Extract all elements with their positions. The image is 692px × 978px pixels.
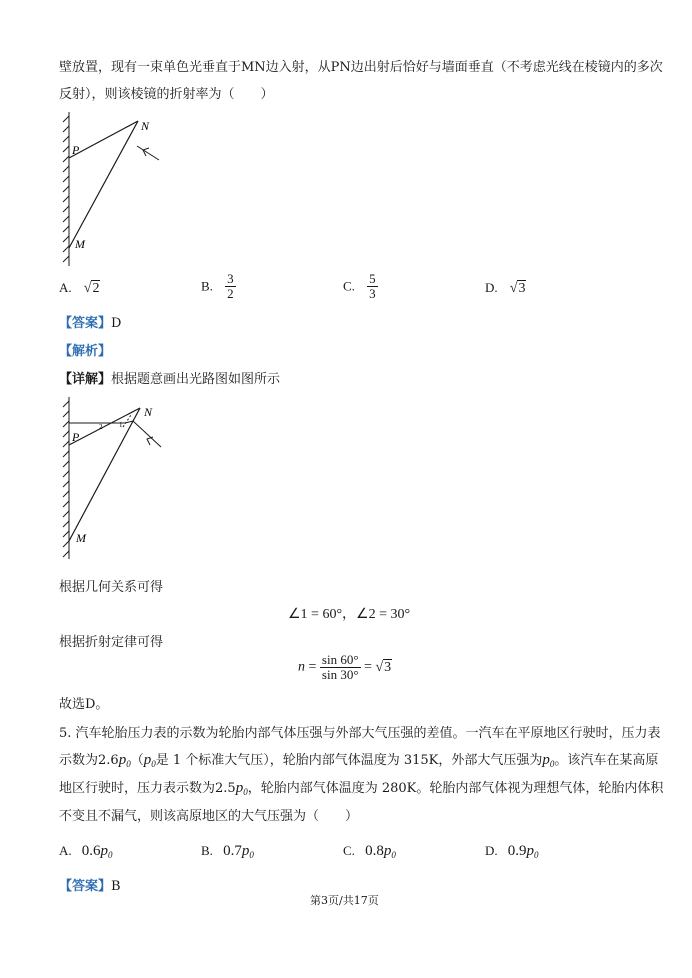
refraction-radicand: 3 [384,659,392,675]
option-b[interactable] [201,272,236,301]
q5-option-d-value: 0.9 [507,843,527,859]
q5-option-c-value: 0.8 [365,843,384,859]
detail-text: 根据题意画出光路图如图所示 [111,372,281,387]
option-b-fraction [225,272,236,301]
q5-l2-d: 。该汽车在某高原 [554,753,659,768]
q5-line-1: 5. 汽车轮胎压力表的示数为轮胎内部气体压强与外部大气压强的差值。一汽车在平原地区行驶时，压力表 [59,726,661,741]
p-letter: p [383,843,392,859]
option-d[interactable] [485,280,526,297]
label-M-2: M [76,531,86,545]
option-c-fraction [367,272,378,301]
geometry-formula: ∠1 = 60°，∠2 = 30° [288,607,411,622]
prism-edges-2 [69,408,140,541]
p0-symbol [119,752,131,768]
detail-4 [59,368,280,387]
intro-line-1: 壁放置，现有一束单色光垂直于MN边入射，从PN边出射后恰好与墙面垂直（不考虑光线在棱镜内的多次 [59,60,663,75]
refraction-result: √3 [375,659,392,675]
p-subscript: 0 [151,759,156,769]
answer-5-value: B [111,879,121,894]
q5-l3-a: 地区行驶时，压力表示数为2.5 [59,781,236,796]
option-c-denominator: 3 [369,286,376,301]
choose-text: 故选D。 [59,697,109,712]
answer-4 [59,312,121,331]
label-P-2: P [72,430,80,444]
p-letter: p [241,843,250,859]
p0-symbol [242,843,254,859]
q5-option-d[interactable] [485,843,539,860]
wall-hatching [63,112,69,266]
incident-ray [137,146,159,160]
option-a-letter: A. [59,280,72,295]
option-b-numerator: 3 [227,271,234,286]
detail-tag: 【详解】 [59,372,112,387]
option-a-radicand: 2 [92,281,100,296]
p-subscript: 0 [534,850,539,860]
p0-symbol [384,843,396,859]
option-d-value: √3 [509,281,526,296]
q5-option-a-value: 0.6 [81,843,101,859]
option-c-numerator: 5 [369,271,376,286]
p-letter: p [118,752,127,768]
label-N: N [141,119,150,133]
p-letter: p [143,752,152,768]
wall-hatching-2 [63,397,69,559]
refraction-denominator: sin 30° [321,667,359,682]
option-c[interactable] [343,272,378,301]
intro-line-2: 反射），则该棱镜的折射率为（ ） [59,87,274,102]
p-subscript: 0 [391,850,396,860]
q5-option-c-letter: C. [343,843,355,858]
p0-symbol [236,780,248,796]
q5-option-a[interactable] [59,843,113,860]
answer-5-tag: 【答案】 [59,879,112,894]
label-M: M [75,237,85,251]
q5-option-b[interactable] [201,843,254,860]
refraction-fraction [320,653,361,682]
refraction-lead: 根据折射定律可得 [59,635,164,650]
refraction-eq: = [308,659,317,675]
p-subscript: 0 [549,759,555,769]
p0-symbol [527,843,539,859]
prism-edges [69,121,138,248]
angle-1-label: 1 [119,421,123,429]
refraction-n: n [298,659,305,675]
p0-symbol [144,752,156,768]
answer-5 [59,875,121,894]
light-rays [69,415,161,447]
p-letter: p [235,780,244,796]
refraction-formula [298,653,392,682]
q5-l2-a: 示数为2.6 [59,753,119,768]
option-c-letter: C. [343,278,355,294]
option-a[interactable] [59,280,100,297]
angle-2-label: 2 [99,423,103,431]
refraction-eq-2: = [364,659,372,675]
p-subscript: 0 [126,759,131,769]
page-footer: 第3页/共17页 [310,894,379,907]
q5-l2-c: 是 1 个标准大气压），轮胎内部气体温度为 315K，外部大气压强为 [155,753,543,768]
q5-line-2 [59,749,658,769]
p-letter: p [100,843,109,859]
q5-option-c[interactable] [343,843,396,860]
q5-option-b-letter: B. [201,843,213,858]
p-subscript: 0 [249,850,254,860]
q5-option-a-letter: A. [59,843,72,858]
option-d-letter: D. [485,280,498,295]
p0-symbol [542,752,554,768]
p-subscript: 0 [108,850,113,860]
p0-symbol [101,843,113,859]
answer-value: D [111,316,122,331]
geometry-lead: 根据几何关系可得 [59,580,164,595]
q5-option-b-value: 0.7 [223,843,242,859]
label-P: P [72,143,80,157]
q5-l2-b: （ [130,753,144,768]
label-N-2: N [144,405,153,419]
q5-l3-b: ，轮胎内部气体温度为 280K。轮胎内部气体视为理想气体，轮胎内体积 [247,781,664,796]
q5-line-4: 不变且不漏气，则该高原地区的大气压强为（ ） [59,809,359,824]
q5-option-d-letter: D. [485,843,498,858]
option-d-radicand: 3 [518,281,526,296]
p-letter: p [526,843,535,859]
option-b-letter: B. [201,278,213,294]
p-subscript: 0 [243,787,248,797]
analysis-tag: 【解析】 [59,344,112,359]
answer-tag: 【答案】 [59,316,112,331]
q5-line-3 [59,777,663,797]
option-b-denominator: 2 [227,286,234,301]
prism-figure [55,108,185,268]
refraction-numerator: sin 60° [321,652,359,667]
p-letter: p [542,752,550,768]
light-path-figure [55,393,185,563]
option-a-value: √2 [83,281,100,296]
